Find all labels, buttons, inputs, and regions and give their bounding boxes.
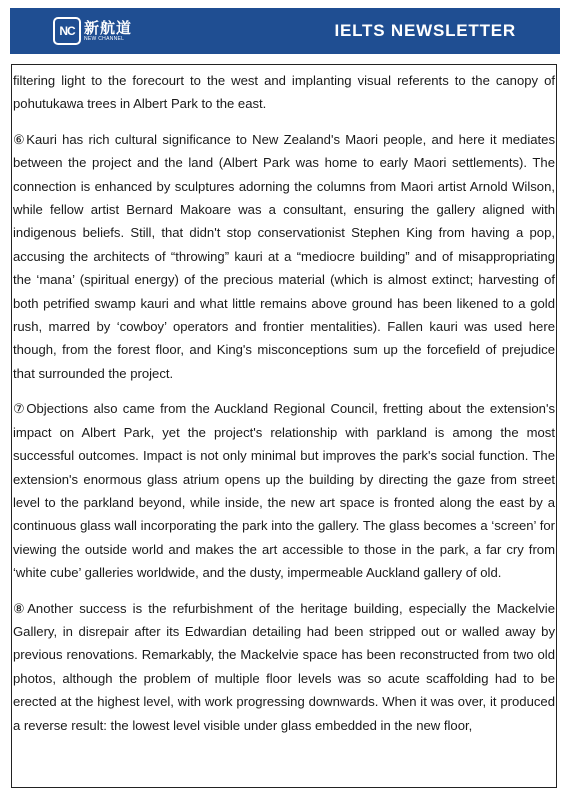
paragraph-text: Another success is the refurbishment of the heritage building, especially the Mackelvie Gallery, in disrepair after its Edwardian detailing had been stripped out or walled away by previous renovations. Remarkably, the Mackelvie space has been reconstructed from two old photos, although the problem of multiple floor levels was so acute scaffolding had to be erected at the highest level, with work progressing downwards. When it was over, it produced a reverse result: the lowest level visible under glass embedded in the new floor, xyxy=(13,600,555,733)
paragraph-number: ⑥ xyxy=(13,131,27,147)
newsletter-title: IELTS NEWSLETTER xyxy=(334,21,516,40)
paragraph-text: Kauri has rich cultural significance to New Zealand's Maori people, and here it mediates between the project and the land (Albert Park was home to early Maori settlements). The connection is enhanced by sculptures adorning the columns from Maori artist Arnold Wilson, while fellow artist Bernard Makoare was a consultant, ensuring the gallery aligned with indigenous beliefs. Still, that didn't stop conservationist Stephen King from having a pop, accusing the architects of “throwing” kauri at a “mediocre building” and of misappropriating the ‘mana’ (spiritual energy) of the precious material (which is almost extinct; harvesting of both petrified swamp kauri and what little remains above ground has been likened to a gold rush, marred by ‘cowboy’ operators and frontier mentalities). Fallen kauri was used here though, from the forest floor, and King's misconceptions sum up the forcefield of prejudice that surrounded the project. xyxy=(13,131,555,381)
paragraph-continuation xyxy=(12,69,556,116)
article-body xyxy=(11,64,557,788)
paragraph-number: ⑧ xyxy=(13,600,28,616)
paragraph-8 xyxy=(12,597,556,737)
paragraph-6 xyxy=(12,128,556,385)
paragraph-number: ⑦ xyxy=(13,401,27,417)
logo-english-name: NEW CHANNEL xyxy=(84,35,125,42)
newsletter-header xyxy=(10,8,560,54)
new-channel-logo xyxy=(53,17,132,45)
logo-badge-icon: NC xyxy=(53,17,81,45)
paragraph-text: Objections also came from the Auckland Regional Council, fretting about the extension's impact on Albert Park, yet the project's relationship with parkland is among the most successful outcomes. Impact is not only minimal but improves the park's social function. The extension's enormous glass atrium opens up the building by directing the gaze from street level to the parkland beyond, while inside, the new art space is fronted along the east by a continuous glass wall incorporating the park into the gallery. The glass becomes a ‘screen’ for viewing the outside world and makes the art accessible to those in the park, a far cry from ‘white cube’ galleries worldwide, and the dusty, impermeable Auckland gallery of old. xyxy=(13,401,555,581)
paragraph-text: filtering light to the forecourt to the west and implanting visual referents to the canopy of pohutukawa trees in Albert Park to the east. xyxy=(13,73,555,112)
paragraph-7 xyxy=(12,397,556,584)
logo-text xyxy=(84,21,132,42)
logo-chinese-name: 新航道 xyxy=(84,19,133,37)
